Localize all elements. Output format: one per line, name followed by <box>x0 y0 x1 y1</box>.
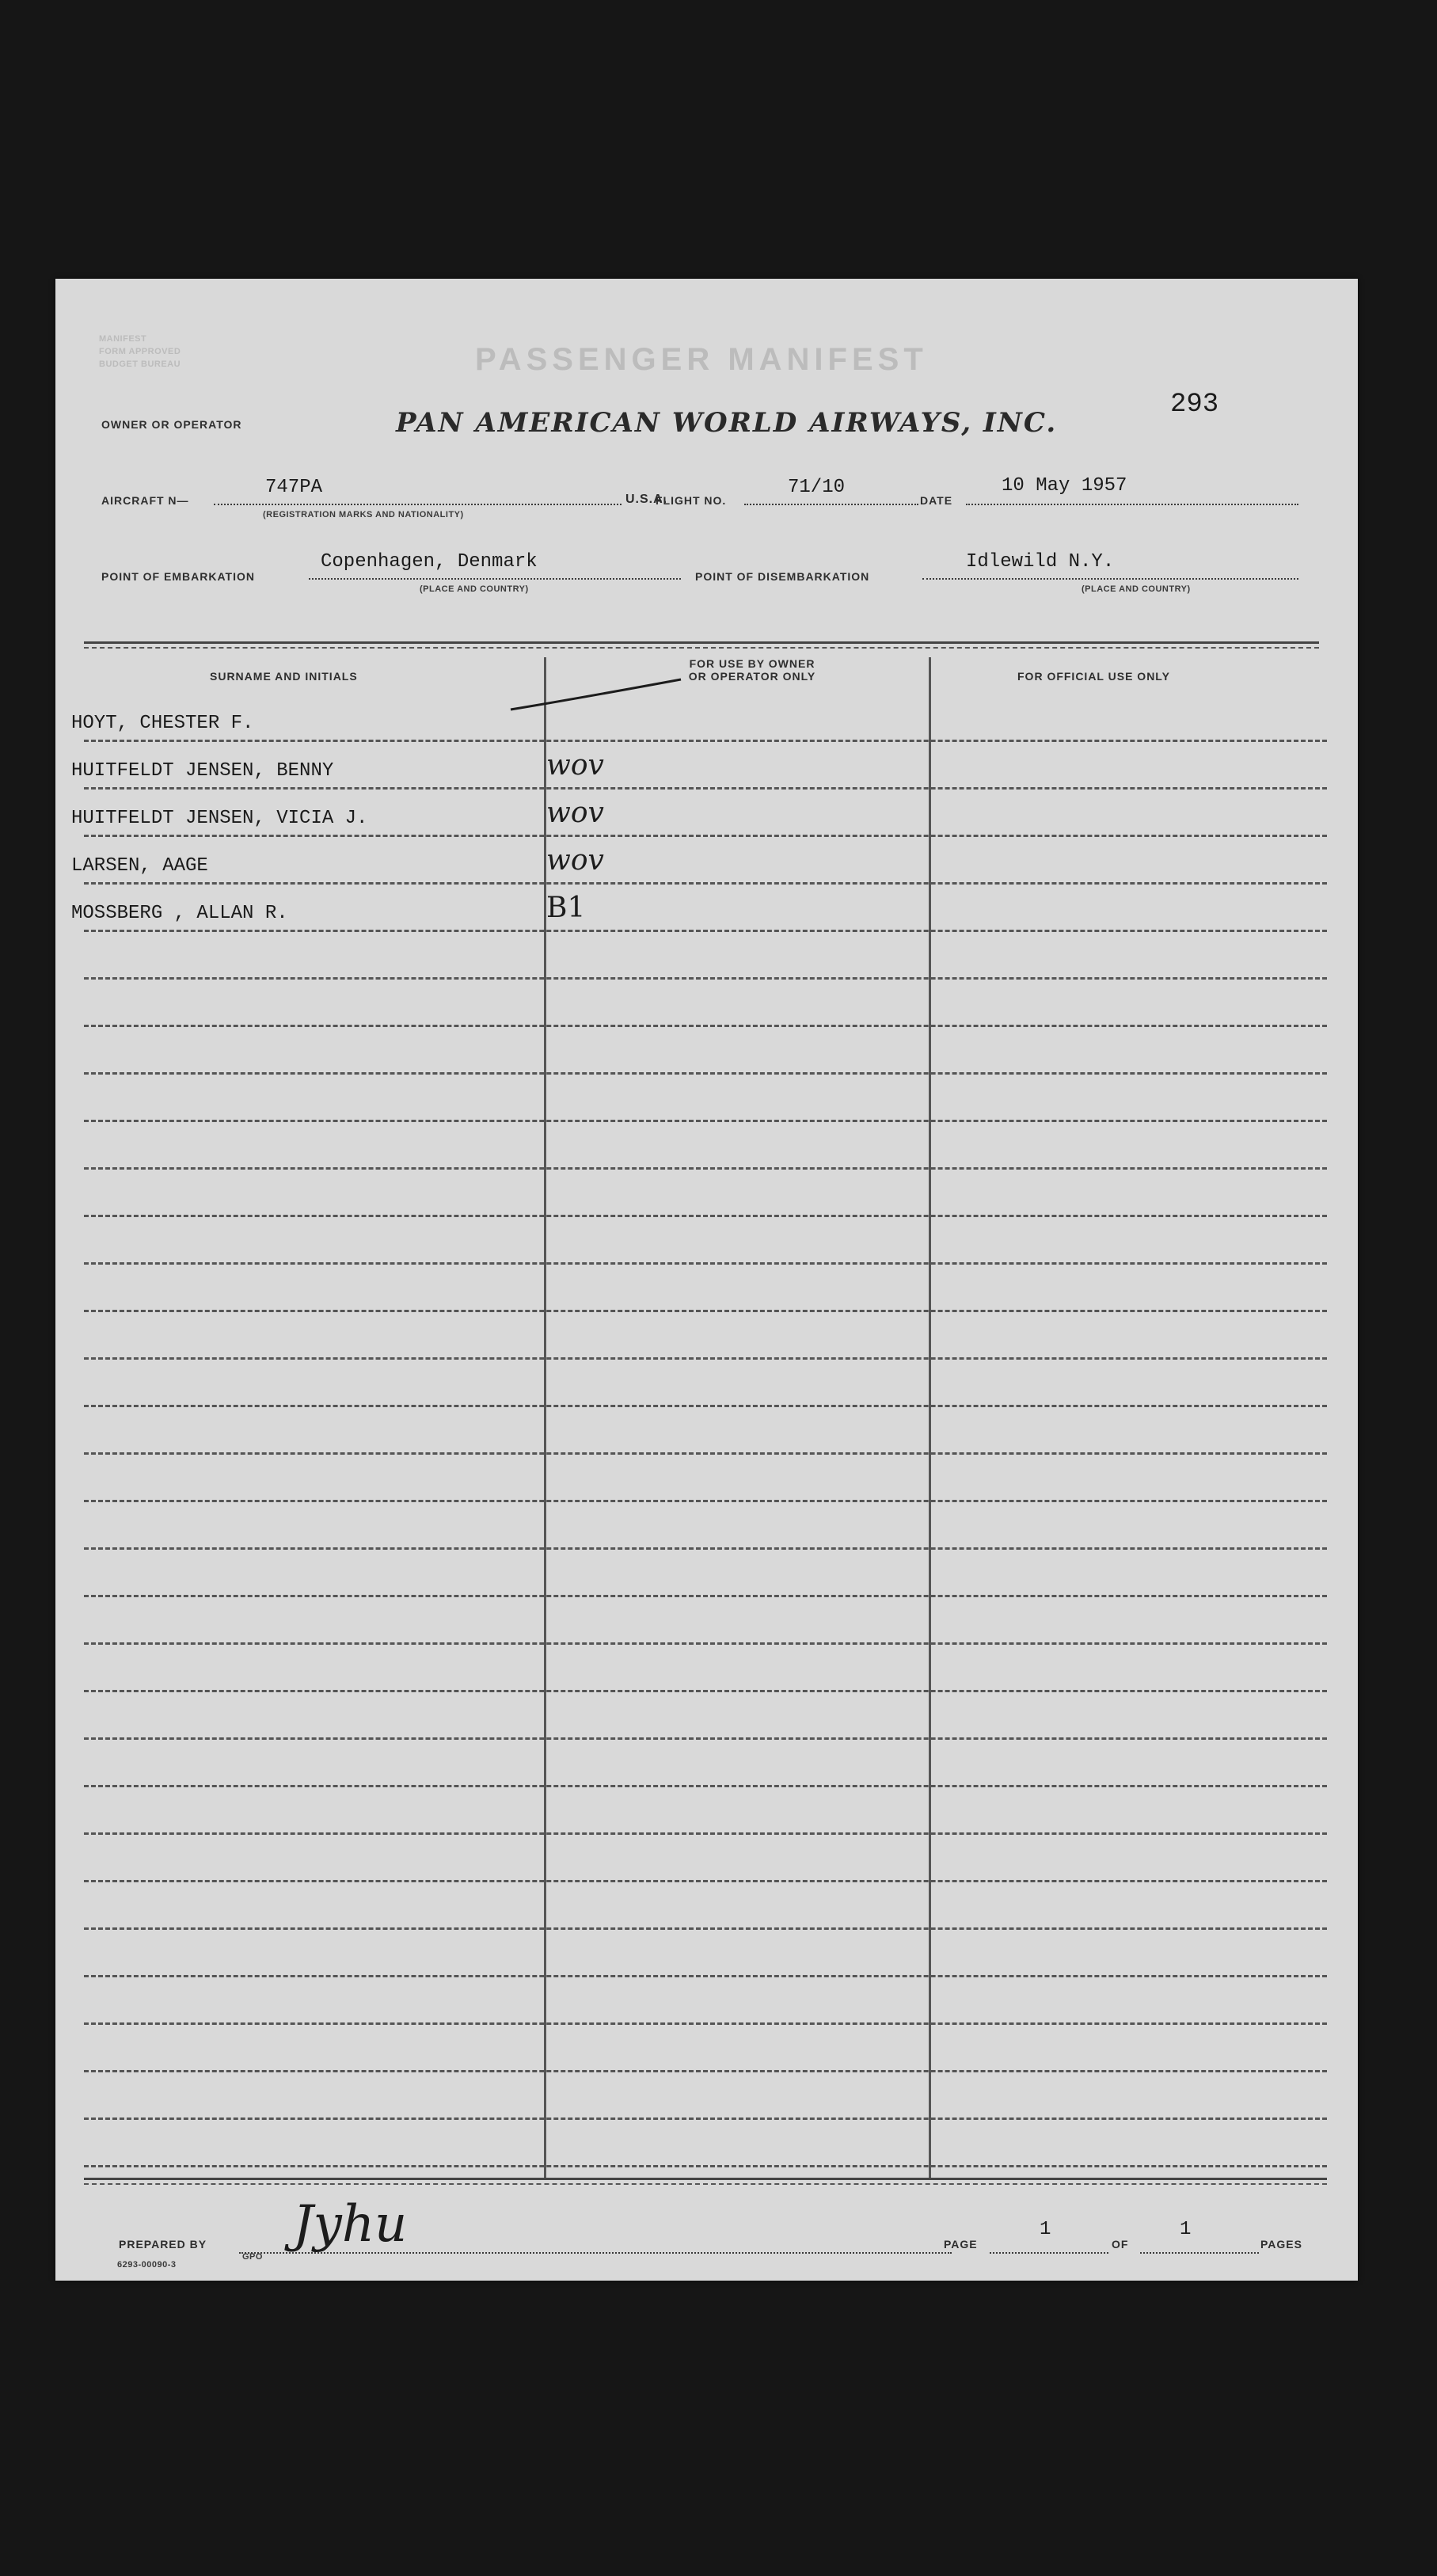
disembark-underline <box>922 578 1298 580</box>
owner-mark: B1 <box>546 892 586 924</box>
row-rule <box>84 2022 1327 2025</box>
flight-underline <box>744 504 918 505</box>
print-stamp: GPO <box>242 2252 263 2262</box>
aircraft-label: AIRCRAFT N— <box>101 494 189 507</box>
embark-underline <box>309 578 681 580</box>
column-divider-2 <box>929 657 931 2178</box>
table-bottom-rule <box>84 2178 1327 2185</box>
form-code: 6293-00090-3 <box>117 2260 177 2270</box>
date-label: DATE <box>920 494 953 507</box>
aircraft-underline <box>214 504 622 505</box>
row-rule <box>84 882 1327 885</box>
stamp-line: MANIFEST <box>99 334 147 344</box>
of-value: 1 <box>1180 2219 1192 2240</box>
disembark-sublabel: (PLACE AND COUNTRY) <box>1082 584 1191 594</box>
row-rule <box>84 1452 1327 1455</box>
row-rule <box>84 1025 1327 1027</box>
row-rule <box>84 1690 1327 1692</box>
row-rule <box>84 2165 1327 2167</box>
row-rule <box>84 1310 1327 1312</box>
pages-label: PAGES <box>1260 2238 1302 2251</box>
flight-value: 71/10 <box>788 477 846 498</box>
owner-mark: wov <box>546 797 604 829</box>
row-rule <box>84 1072 1327 1075</box>
date-value: 10 May 1957 <box>1002 475 1127 497</box>
row-rule <box>84 1785 1327 1787</box>
flight-label: FLIGHT NO. <box>656 494 727 507</box>
passenger-name: LARSEN, AAGE <box>71 855 208 877</box>
table-top-rule <box>84 641 1319 649</box>
page-number: 293 <box>1170 390 1219 420</box>
row-rule <box>84 930 1327 932</box>
prepared-label: PREPARED BY <box>119 2238 207 2251</box>
embark-value: Copenhagen, Denmark <box>321 551 538 573</box>
aircraft-value: 747PA <box>265 477 323 498</box>
aircraft-sublabel: (REGISTRATION MARKS AND NATIONALITY) <box>263 510 464 519</box>
row-rule <box>84 2117 1327 2120</box>
owner-value: PAN AMERICAN WORLD AIRWAYS, INC. <box>396 407 1058 439</box>
row-rule <box>84 1120 1327 1122</box>
column-divider-1 <box>544 657 546 2178</box>
of-label: OF <box>1112 2238 1129 2251</box>
passenger-name: HUITFELDT JENSEN, VICIA J. <box>71 808 368 829</box>
row-rule <box>84 1832 1327 1835</box>
row-rule <box>84 1975 1327 1977</box>
passenger-name: MOSSBERG , ALLAN R. <box>71 903 288 924</box>
disembark-value: Idlewild N.Y. <box>966 551 1115 573</box>
row-rule <box>84 1262 1327 1265</box>
row-rule <box>84 1737 1327 1740</box>
manifest-sheet <box>55 279 1358 2281</box>
page-value: 1 <box>1040 2219 1051 2240</box>
owner-mark: wov <box>546 749 604 782</box>
page-title: PASSENGER MANIFEST <box>475 342 928 377</box>
row-rule <box>84 1595 1327 1597</box>
of-underline <box>1140 2252 1259 2254</box>
passenger-name: HUITFELDT JENSEN, BENNY <box>71 760 334 782</box>
page-underline <box>990 2252 1108 2254</box>
col-header-surname: SURNAME AND INITIALS <box>210 670 358 683</box>
row-rule <box>84 1880 1327 1882</box>
nationality: U.S.A. <box>625 493 668 506</box>
embark-sublabel: (PLACE AND COUNTRY) <box>420 584 529 594</box>
owner-mark: wov <box>546 844 604 877</box>
date-underline <box>966 504 1298 505</box>
check-stroke <box>507 675 689 714</box>
row-rule <box>84 835 1327 837</box>
row-rule <box>84 1642 1327 1645</box>
row-rule <box>84 740 1327 742</box>
page-label: PAGE <box>944 2238 978 2251</box>
owner-label: OWNER OR OPERATOR <box>101 418 242 431</box>
signature: Jyhu <box>293 2195 408 2254</box>
row-rule <box>84 787 1327 790</box>
row-rule <box>84 1357 1327 1360</box>
row-rule <box>84 1927 1327 1930</box>
row-rule <box>84 2070 1327 2072</box>
col-header-owner-line: OR OPERATOR ONLY <box>688 670 816 683</box>
row-rule <box>84 1547 1327 1550</box>
row-rule <box>84 1500 1327 1502</box>
embark-label: POINT OF EMBARKATION <box>101 570 255 583</box>
col-header-owner-line: FOR USE BY OWNER <box>689 657 815 670</box>
form-stamp <box>99 333 181 371</box>
stamp-line: BUDGET BUREAU <box>99 360 181 369</box>
row-rule <box>84 1167 1327 1170</box>
col-header-official: FOR OFFICIAL USE ONLY <box>1017 670 1170 683</box>
stamp-line: FORM APPROVED <box>99 347 181 356</box>
row-rule <box>84 1215 1327 1217</box>
row-rule <box>84 977 1327 980</box>
disembark-label: POINT OF DISEMBARKATION <box>695 570 870 583</box>
passenger-name: HOYT, CHESTER F. <box>71 713 254 734</box>
row-rule <box>84 1405 1327 1407</box>
